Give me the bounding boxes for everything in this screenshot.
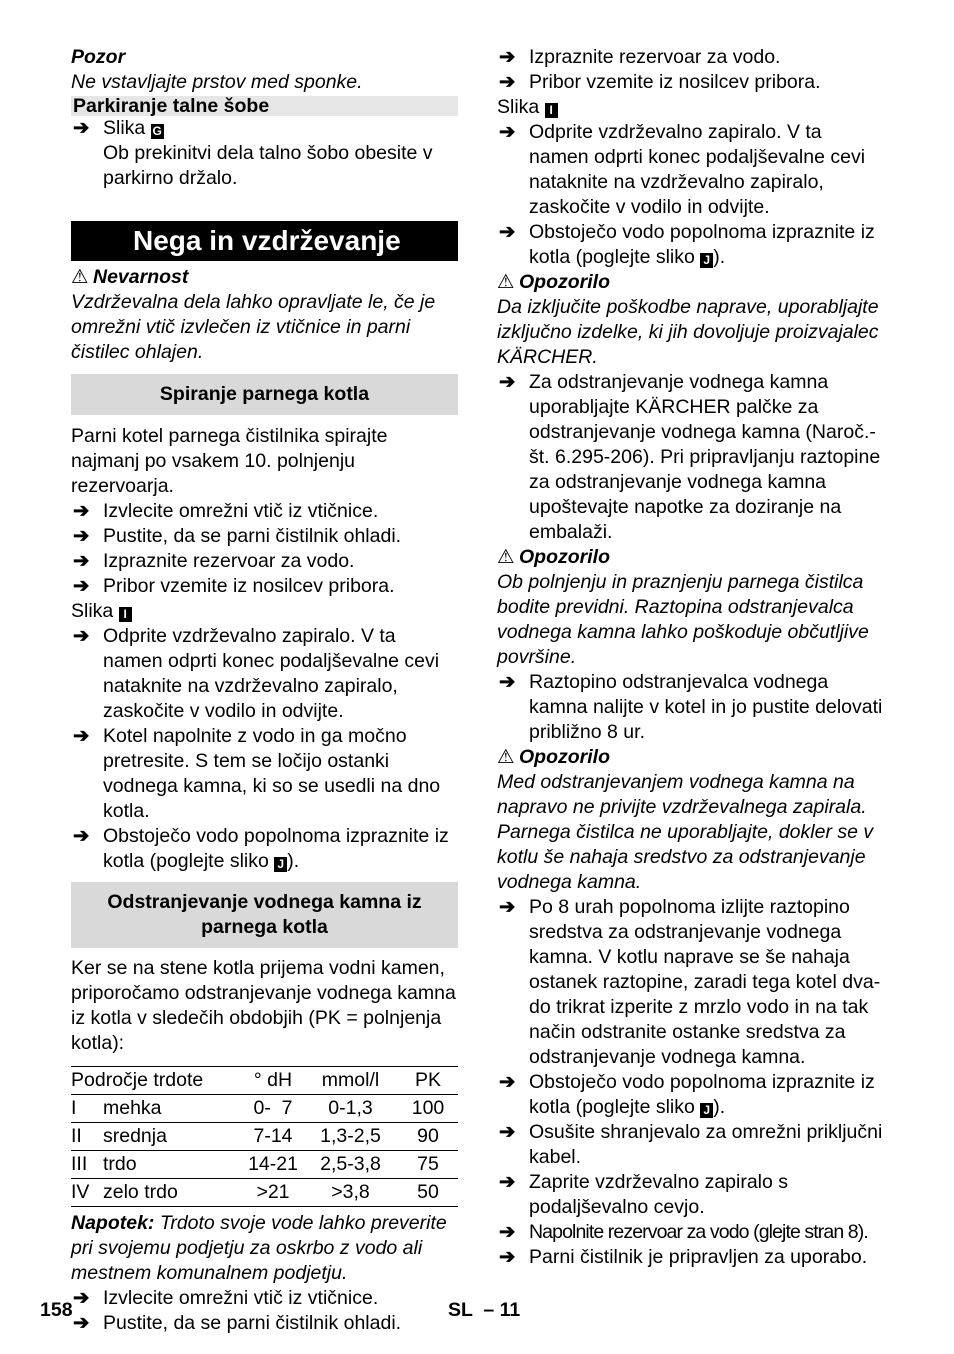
arrow-right-icon: ➔ (73, 117, 90, 139)
list-item: ➔ Izpraznite rezervoar za vodo. (73, 550, 355, 572)
list-item: ➔ Kotel napolnite z vodo in ga močno pretresite. S tem se ločijo ostanki vodnega kamna, ki so se usedli na dno kotla. (73, 725, 441, 822)
warning-triangle-icon: ⚠ (497, 746, 515, 768)
figure-ref-icon: J (700, 1103, 713, 1118)
slika-line: Slika I (497, 95, 884, 120)
section-heading-parking: Parkiranje talne šobe (71, 96, 458, 116)
warning-text: Med odstranjevanjem vodnega kamna na napravo ne privijte vzdrževalnega zapirala. Parnega čistilca ne uporabljajte, dokler se v kotlu še nahaja sredstvo za odstranjevanje vodnega kamna. (497, 771, 874, 893)
table-row: I mehka 0- 7 0-1,3 100 (71, 1095, 458, 1123)
list-item: ➔ Parni čistilnik je pripravljen za uporabo. (499, 1246, 868, 1268)
warning-text: Ob polnjenju in praznjenju parnega čistilca bodite previdni. Raztopina odstranjevalca vodnega kamna lahko poškoduje občutljive površine. (497, 571, 869, 668)
list-item: ➔ Zaprite vzdrževalno zapiralo s podaljševalno cevjo. (499, 1171, 789, 1218)
list-item: ➔ Izvlecite omrežni vtič iz vtičnice. (73, 500, 379, 522)
step-slika-g (71, 116, 458, 141)
warning-triangle-icon: ⚠ (497, 546, 515, 568)
arrow-right-icon: ➔ (73, 1287, 90, 1309)
list-item: ➔ Obstoječo vodo popolnoma izpraznite iz kotla (poglejte sliko J ). (499, 1071, 875, 1118)
page-number: 158 (40, 1299, 73, 1321)
arrow-right-icon: ➔ (73, 625, 90, 647)
danger-heading (71, 265, 458, 290)
list-item: ➔ Pribor vzemite iz nosilcev pribora. (73, 575, 395, 597)
arrow-right-icon: ➔ (73, 825, 90, 847)
table-header: ° dH (243, 1067, 303, 1095)
figure-ref-icon: G (152, 124, 162, 138)
arrow-right-icon: ➔ (499, 1071, 516, 1093)
arrow-right-icon: ➔ (73, 1312, 90, 1334)
danger-title: Nevarnost (93, 266, 189, 288)
arrow-right-icon: ➔ (73, 550, 90, 572)
pozor-text: Ne vstavljajte prstov med sponke. (71, 71, 363, 93)
rinse-intro: Parni kotel parnega čistilnika spirajte najmanj po vsakem 10. polnjenju rezervoarja. (71, 425, 388, 497)
arrow-right-icon: ➔ (499, 1121, 516, 1143)
list-item: ➔ Obstoječo vodo popolnoma izpraznite iz kotla (poglejte sliko J ). (73, 825, 449, 872)
list-item: ➔ Napolnite rezervoar za vodo (glejte stran 8). (499, 1221, 868, 1243)
list-item: ➔ Obstoječo vodo popolnoma izpraznite iz kotla (poglejte sliko J ). (499, 221, 875, 268)
table-row: II srednja 7-14 1,3-2,5 90 (71, 1123, 458, 1151)
note (71, 1211, 458, 1286)
descale-intro: Ker se na stene kotla prijema vodni kamen, priporočamo odstranjevanje vodnega kamna iz kotla v sledečih obdobjih (PK = polnjenja kotla): (71, 957, 456, 1054)
list-item: ➔ Izpraznite rezervoar za vodo. (499, 46, 781, 68)
list-item: ➔ Pustite, da se parni čistilnik ohladi. (73, 1312, 402, 1334)
arrow-right-icon: ➔ (499, 896, 516, 918)
warning-triangle-icon: ⚠ (71, 266, 89, 288)
table-row: III trdo 14-21 2,5-3,8 75 (71, 1151, 458, 1179)
table-header-row (71, 1067, 458, 1095)
arrow-right-icon: ➔ (499, 71, 516, 93)
table-row: IV zelo trdo >21 >3,8 50 (71, 1179, 458, 1207)
slika-label: Slika (103, 117, 146, 139)
table-header: mmol/l (303, 1067, 398, 1095)
arrow-right-icon: ➔ (73, 500, 90, 522)
chapter-title: Nega in vzdrževanje (71, 221, 458, 261)
right-column (497, 45, 884, 1270)
list-item: ➔ Odprite vzdrževalno zapiralo. V ta namen odprti konec podaljševalne cevi nataknite na vzdrževalno zapiralo, zaskočite v vodilo in odvijte. (73, 625, 440, 722)
arrow-right-icon: ➔ (499, 46, 516, 68)
list-item: ➔ Odprite vzdrževalno zapiralo. V ta namen odprti konec podaljševalne cevi nataknite na vzdrževalno zapiralo, zaskočite v vodilo in odvijte. (499, 121, 866, 218)
figure-ref-icon: J (274, 857, 287, 872)
arrow-right-icon: ➔ (499, 1221, 516, 1243)
arrow-right-icon: ➔ (73, 525, 90, 547)
arrow-right-icon: ➔ (499, 221, 516, 243)
table-header: Področje trdote (71, 1067, 243, 1095)
list-item: ➔ Osušite shranjevalo za omrežni priključni kabel. (499, 1121, 883, 1168)
left-column (71, 45, 458, 1336)
warning-triangle-icon: ⚠ (497, 271, 515, 293)
arrow-right-icon: ➔ (499, 371, 516, 393)
slika-line: Slika I (71, 599, 458, 624)
pozor-title: Pozor (71, 46, 126, 68)
list-item: ➔ Pribor vzemite iz nosilcev pribora. (499, 71, 821, 93)
arrow-right-icon: ➔ (499, 1246, 516, 1268)
warning-heading: ⚠ Opozorilo (497, 746, 610, 768)
arrow-right-icon: ➔ (499, 671, 516, 693)
arrow-right-icon: ➔ (73, 575, 90, 597)
section-heading-descale: Odstranjevanje vodnega kamna iz parnega kotla (71, 882, 458, 948)
language-page-label: SL – 11 (448, 1299, 521, 1321)
warning-heading: ⚠ Opozorilo (497, 546, 610, 568)
list-item: ➔ Pustite, da se parni čistilnik ohladi. (73, 525, 402, 547)
figure-ref-icon: J (700, 253, 713, 268)
list-item: ➔ Po 8 urah popolnoma izlijte raztopino sredstva za odstranjevanje vodnega kamna. V kotlu naprave se še nahaja ostanek raztopine, zaradi tega kotel dva- do trikrat izperite z mrzlo vodo in na tak način odstranite ostanke sredstva za odstranjevanje vodnega kamna. (499, 896, 881, 1068)
note-text: Trdoto svoje vode lahko preverite pri svojemu podjetju za oskrbo z vodo ali mestnem komunalnem podjetju. (71, 1212, 447, 1284)
table-header: PK (398, 1067, 458, 1095)
warning-heading: ⚠ Opozorilo (497, 271, 610, 293)
arrow-right-icon: ➔ (499, 1171, 516, 1193)
section-heading-rinse: Spiranje parnega kotla (71, 374, 458, 415)
note-label: Napotek: (71, 1212, 155, 1234)
list-item: ➔ Raztopino odstranjevalca vodnega kamna nalijte v kotel in jo pustite delovati približno 8 ur. (499, 671, 883, 743)
figure-ref-icon: I (545, 103, 558, 118)
danger-text: Vzdrževalna dela lahko opravljate le, če je omrežni vtič izvlečen iz vtičnice in parni čistilec ohlajen. (71, 291, 436, 363)
warning-text: Da izključite poškodbe naprave, uporabljajte izključno izdelke, ki jih dovoljuje proizvajalec KÄRCHER. (497, 296, 879, 368)
list-item: ➔ Za odstranjevanje vodnega kamna uporabljajte KÄRCHER palčke za odstranjevanje vodnega kamna (Naroč.-št. 6.295-206). Pri pripravljanju raztopine za odstranjevanje vodnega kamna upoštevajte napotke za doziranje na embalaži. (499, 371, 881, 543)
figure-ref-icon: I (119, 607, 132, 622)
hardness-table (71, 1066, 458, 1207)
parking-text: Ob prekinitvi dela talno šobo obesite v parkirno držalo. (103, 142, 433, 189)
arrow-right-icon: ➔ (499, 121, 516, 143)
arrow-right-icon: ➔ (73, 725, 90, 747)
list-item: ➔ Izvlecite omrežni vtič iz vtičnice. (73, 1287, 379, 1309)
